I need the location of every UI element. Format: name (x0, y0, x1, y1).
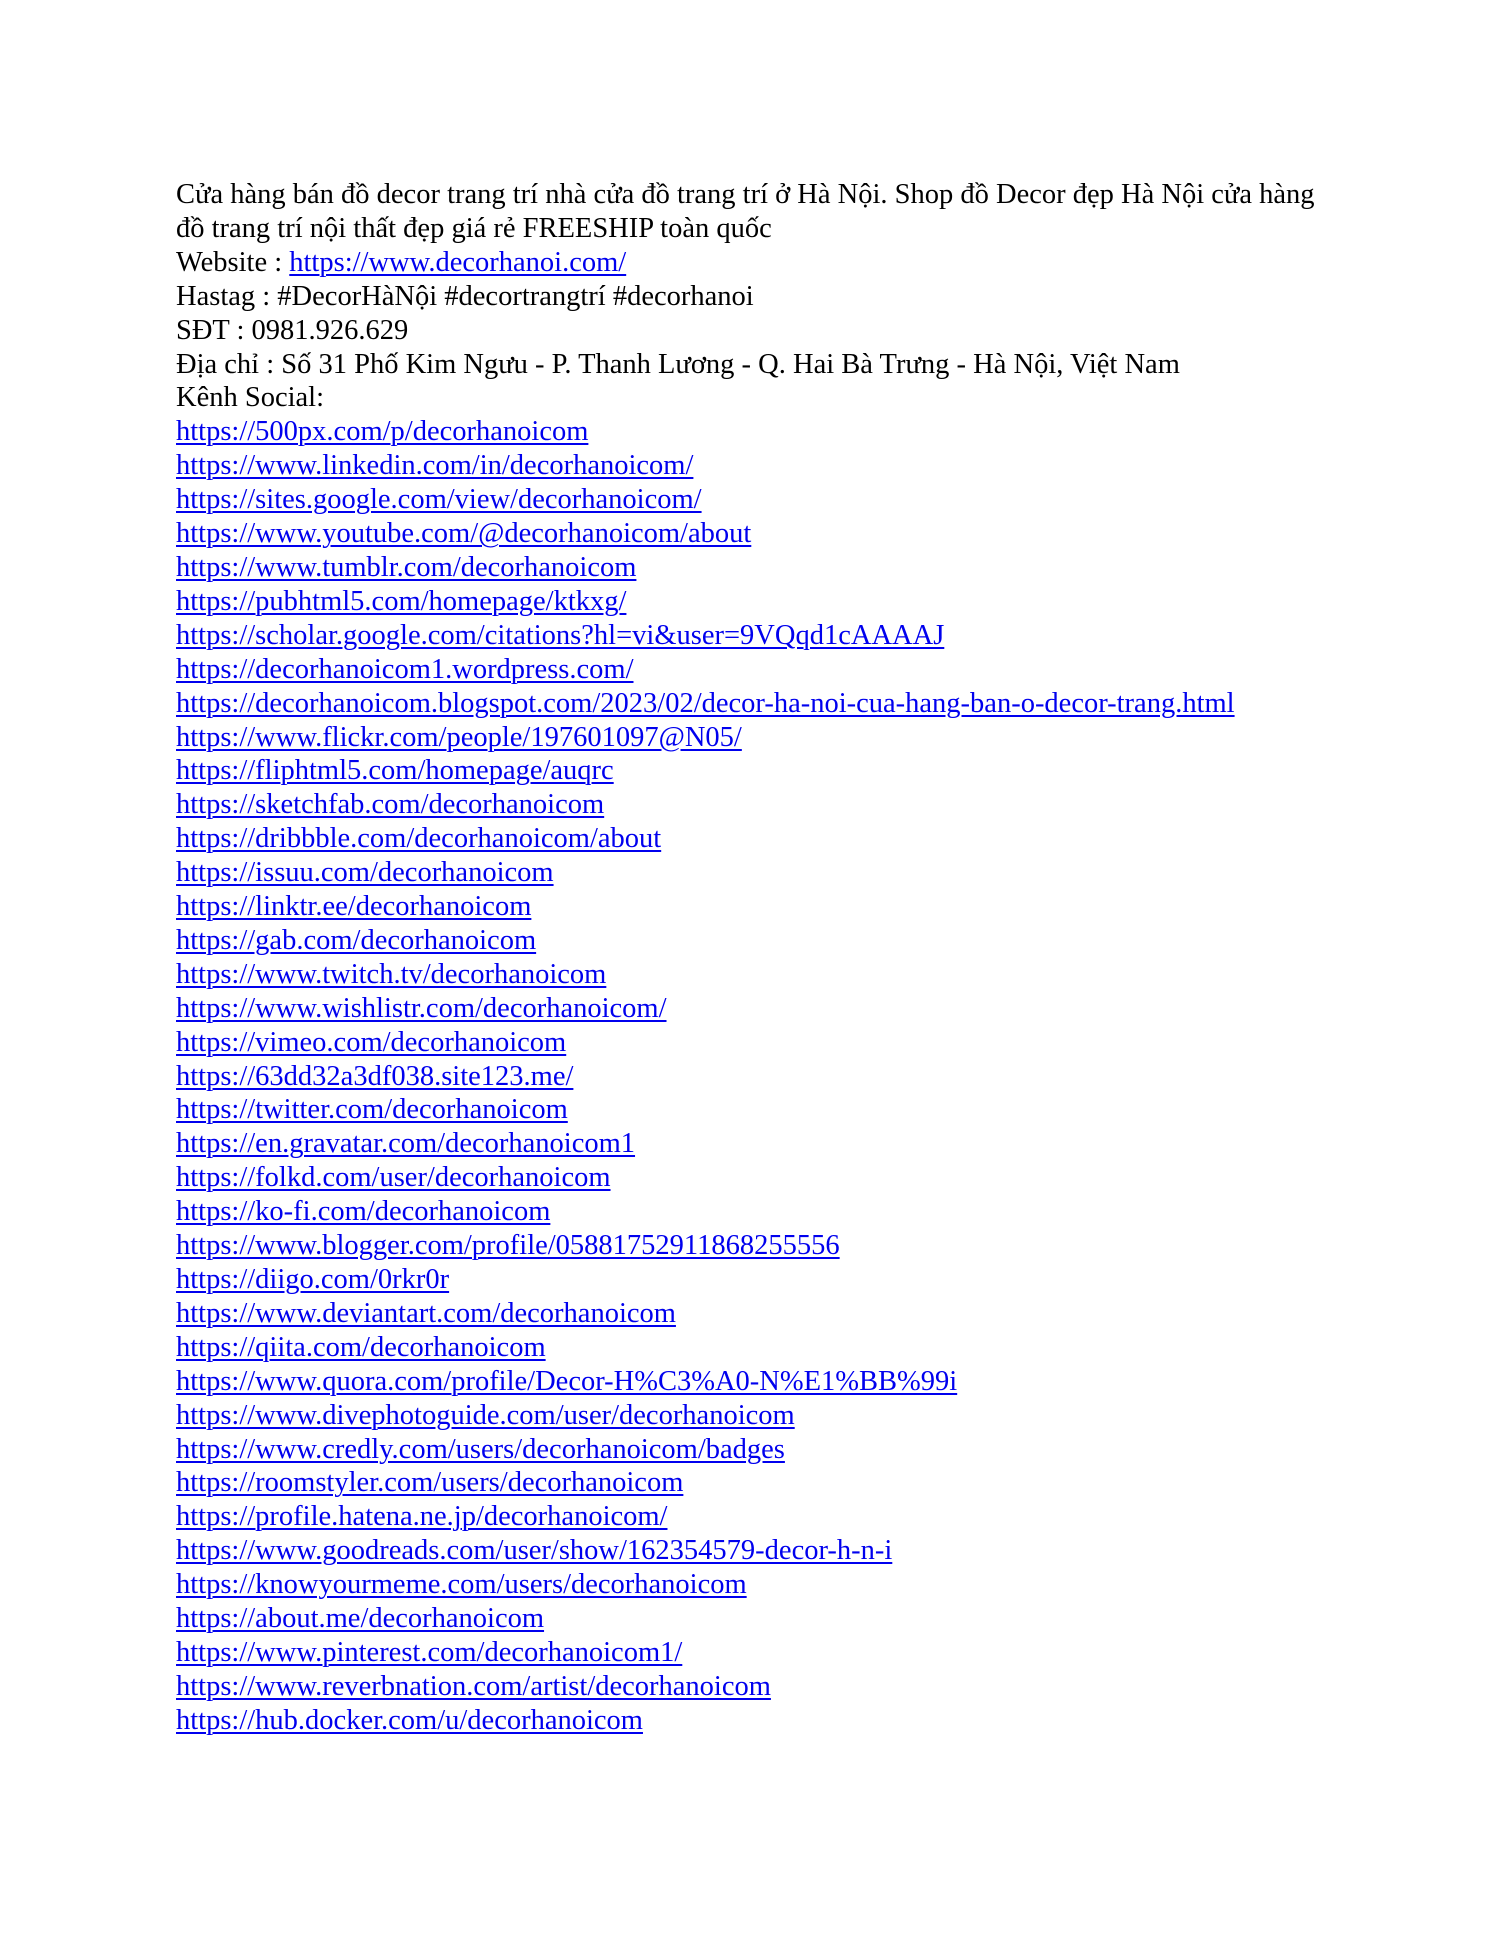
social-link[interactable]: https://www.tumblr.com/decorhanoicom (176, 551, 637, 583)
social-link[interactable]: https://twitter.com/decorhanoicom (176, 1094, 568, 1126)
social-link[interactable]: https://sketchfab.com/decorhanoicom (176, 789, 605, 821)
list-item (176, 585, 1326, 619)
phone-line: SĐT : 0981.926.629 (176, 314, 409, 346)
list-item (176, 1636, 1326, 1670)
intro-paragraph: Cửa hàng bán đồ decor trang trí nhà cửa đồ trang trí ở Hà Nội. Shop đồ Decor đẹp Hà Nội cửa hàng đồ trang trí nội thất đẹp giá rẻ FREESHIP toàn quốc (176, 179, 1315, 244)
social-link[interactable]: https://scholar.google.com/citations?hl=vi&user=9VQqd1cAAAAJ (176, 619, 945, 651)
social-link[interactable]: https://knowyourmeme.com/users/decorhanoicom (176, 1569, 747, 1601)
social-link[interactable]: https://www.flickr.com/people/197601097@N05/ (176, 721, 742, 753)
list-item (176, 517, 1326, 551)
website-label: Website : (176, 246, 290, 278)
list-item (176, 958, 1326, 992)
social-link[interactable]: https://www.quora.com/profile/Decor-H%C3%A0-N%E1%BB%99i (176, 1365, 958, 1397)
social-link[interactable]: https://www.credly.com/users/decorhanoicom/badges (176, 1433, 785, 1465)
list-item (176, 856, 1326, 890)
list-item (176, 449, 1326, 483)
social-link[interactable]: https://pubhtml5.com/homepage/ktkxg/ (176, 585, 627, 617)
social-link[interactable]: https://ko-fi.com/decorhanoicom (176, 1196, 551, 1228)
list-item (176, 687, 1326, 721)
social-link[interactable]: https://www.reverbnation.com/artist/decorhanoicom (176, 1670, 771, 1702)
social-heading: Kênh Social: (176, 382, 325, 414)
list-item (176, 1466, 1326, 1500)
address-line: Địa chỉ : Số 31 Phố Kim Ngưu - P. Thanh Lương - Q. Hai Bà Trưng - Hà Nội, Việt Nam (176, 348, 1180, 380)
list-item (176, 822, 1326, 856)
list-item (176, 1060, 1326, 1094)
list-item (176, 1568, 1326, 1602)
social-link[interactable]: https://linktr.ee/decorhanoicom (176, 891, 532, 923)
social-link[interactable]: https://63dd32a3df038.site123.me/ (176, 1060, 574, 1092)
social-link[interactable]: https://profile.hatena.ne.jp/decorhanoicom/ (176, 1501, 668, 1533)
social-link[interactable]: https://roomstyler.com/users/decorhanoicom (176, 1467, 684, 1499)
social-link[interactable]: https://www.goodreads.com/user/show/162354579-decor-h-n-i (176, 1535, 893, 1567)
list-item (176, 1534, 1326, 1568)
social-link[interactable]: https://decorhanoicom1.wordpress.com/ (176, 653, 634, 685)
list-item (176, 1500, 1326, 1534)
list-item (176, 788, 1326, 822)
list-item (176, 754, 1326, 788)
list-item (176, 1229, 1326, 1263)
list-item (176, 1602, 1326, 1636)
list-item (176, 653, 1326, 687)
social-link[interactable]: https://www.blogger.com/profile/05881752911868255556 (176, 1230, 840, 1262)
social-link[interactable]: https://decorhanoicom.blogspot.com/2023/02/decor-ha-noi-cua-hang-ban-o-decor-trang.html (176, 687, 1235, 719)
list-item (176, 924, 1326, 958)
list-item (176, 1297, 1326, 1331)
list-item (176, 551, 1326, 585)
list-item (176, 1093, 1326, 1127)
social-link[interactable]: https://www.pinterest.com/decorhanoicom1/ (176, 1636, 683, 1668)
list-item (176, 1365, 1326, 1399)
social-link[interactable]: https://hub.docker.com/u/decorhanoicom (176, 1704, 643, 1736)
social-link[interactable]: https://www.wishlistr.com/decorhanoicom/ (176, 992, 667, 1024)
social-link[interactable]: https://www.twitch.tv/decorhanoicom (176, 958, 607, 990)
list-item (176, 1433, 1326, 1467)
list-item (176, 483, 1326, 517)
social-link[interactable]: https://en.gravatar.com/decorhanoicom1 (176, 1128, 636, 1160)
social-link[interactable]: https://www.youtube.com/@decorhanoicom/about (176, 518, 752, 550)
hashtag-line: Hastag : #DecorHàNội #decortrangtrí #decorhanoi (176, 280, 754, 312)
document-body (176, 178, 1326, 1738)
social-link[interactable]: https://folkd.com/user/decorhanoicom (176, 1162, 611, 1194)
social-link[interactable]: https://about.me/decorhanoicom (176, 1603, 545, 1635)
website-line (176, 246, 1326, 280)
website-link[interactable]: https://www.decorhanoi.com/ (289, 246, 627, 278)
list-item (176, 890, 1326, 924)
social-link[interactable]: https://www.linkedin.com/in/decorhanoicom/ (176, 450, 694, 482)
social-link[interactable]: https://gab.com/decorhanoicom (176, 924, 537, 956)
list-item (176, 1331, 1326, 1365)
list-item (176, 619, 1326, 653)
social-link[interactable]: https://vimeo.com/decorhanoicom (176, 1026, 567, 1058)
social-link[interactable]: https://www.deviantart.com/decorhanoicom (176, 1297, 676, 1329)
list-item (176, 1195, 1326, 1229)
list-item (176, 1263, 1326, 1297)
social-link[interactable]: https://qiita.com/decorhanoicom (176, 1331, 546, 1363)
list-item (176, 1127, 1326, 1161)
social-link[interactable]: https://fliphtml5.com/homepage/auqrc (176, 755, 614, 787)
list-item (176, 992, 1326, 1026)
social-link[interactable]: https://diigo.com/0rkr0r (176, 1264, 450, 1295)
list-item (176, 1399, 1326, 1433)
social-link[interactable]: https://dribbble.com/decorhanoicom/about (176, 823, 662, 855)
social-link[interactable]: https://www.divephotoguide.com/user/decorhanoicom (176, 1399, 795, 1431)
social-link[interactable]: https://issuu.com/decorhanoicom (176, 857, 554, 889)
list-item (176, 415, 1326, 449)
social-links-list (176, 415, 1326, 1737)
list-item (176, 721, 1326, 755)
list-item (176, 1026, 1326, 1060)
social-link[interactable]: https://500px.com/p/decorhanoicom (176, 416, 589, 448)
social-link[interactable]: https://sites.google.com/view/decorhanoicom/ (176, 484, 702, 516)
list-item (176, 1670, 1326, 1704)
list-item (176, 1161, 1326, 1195)
list-item (176, 1704, 1326, 1738)
